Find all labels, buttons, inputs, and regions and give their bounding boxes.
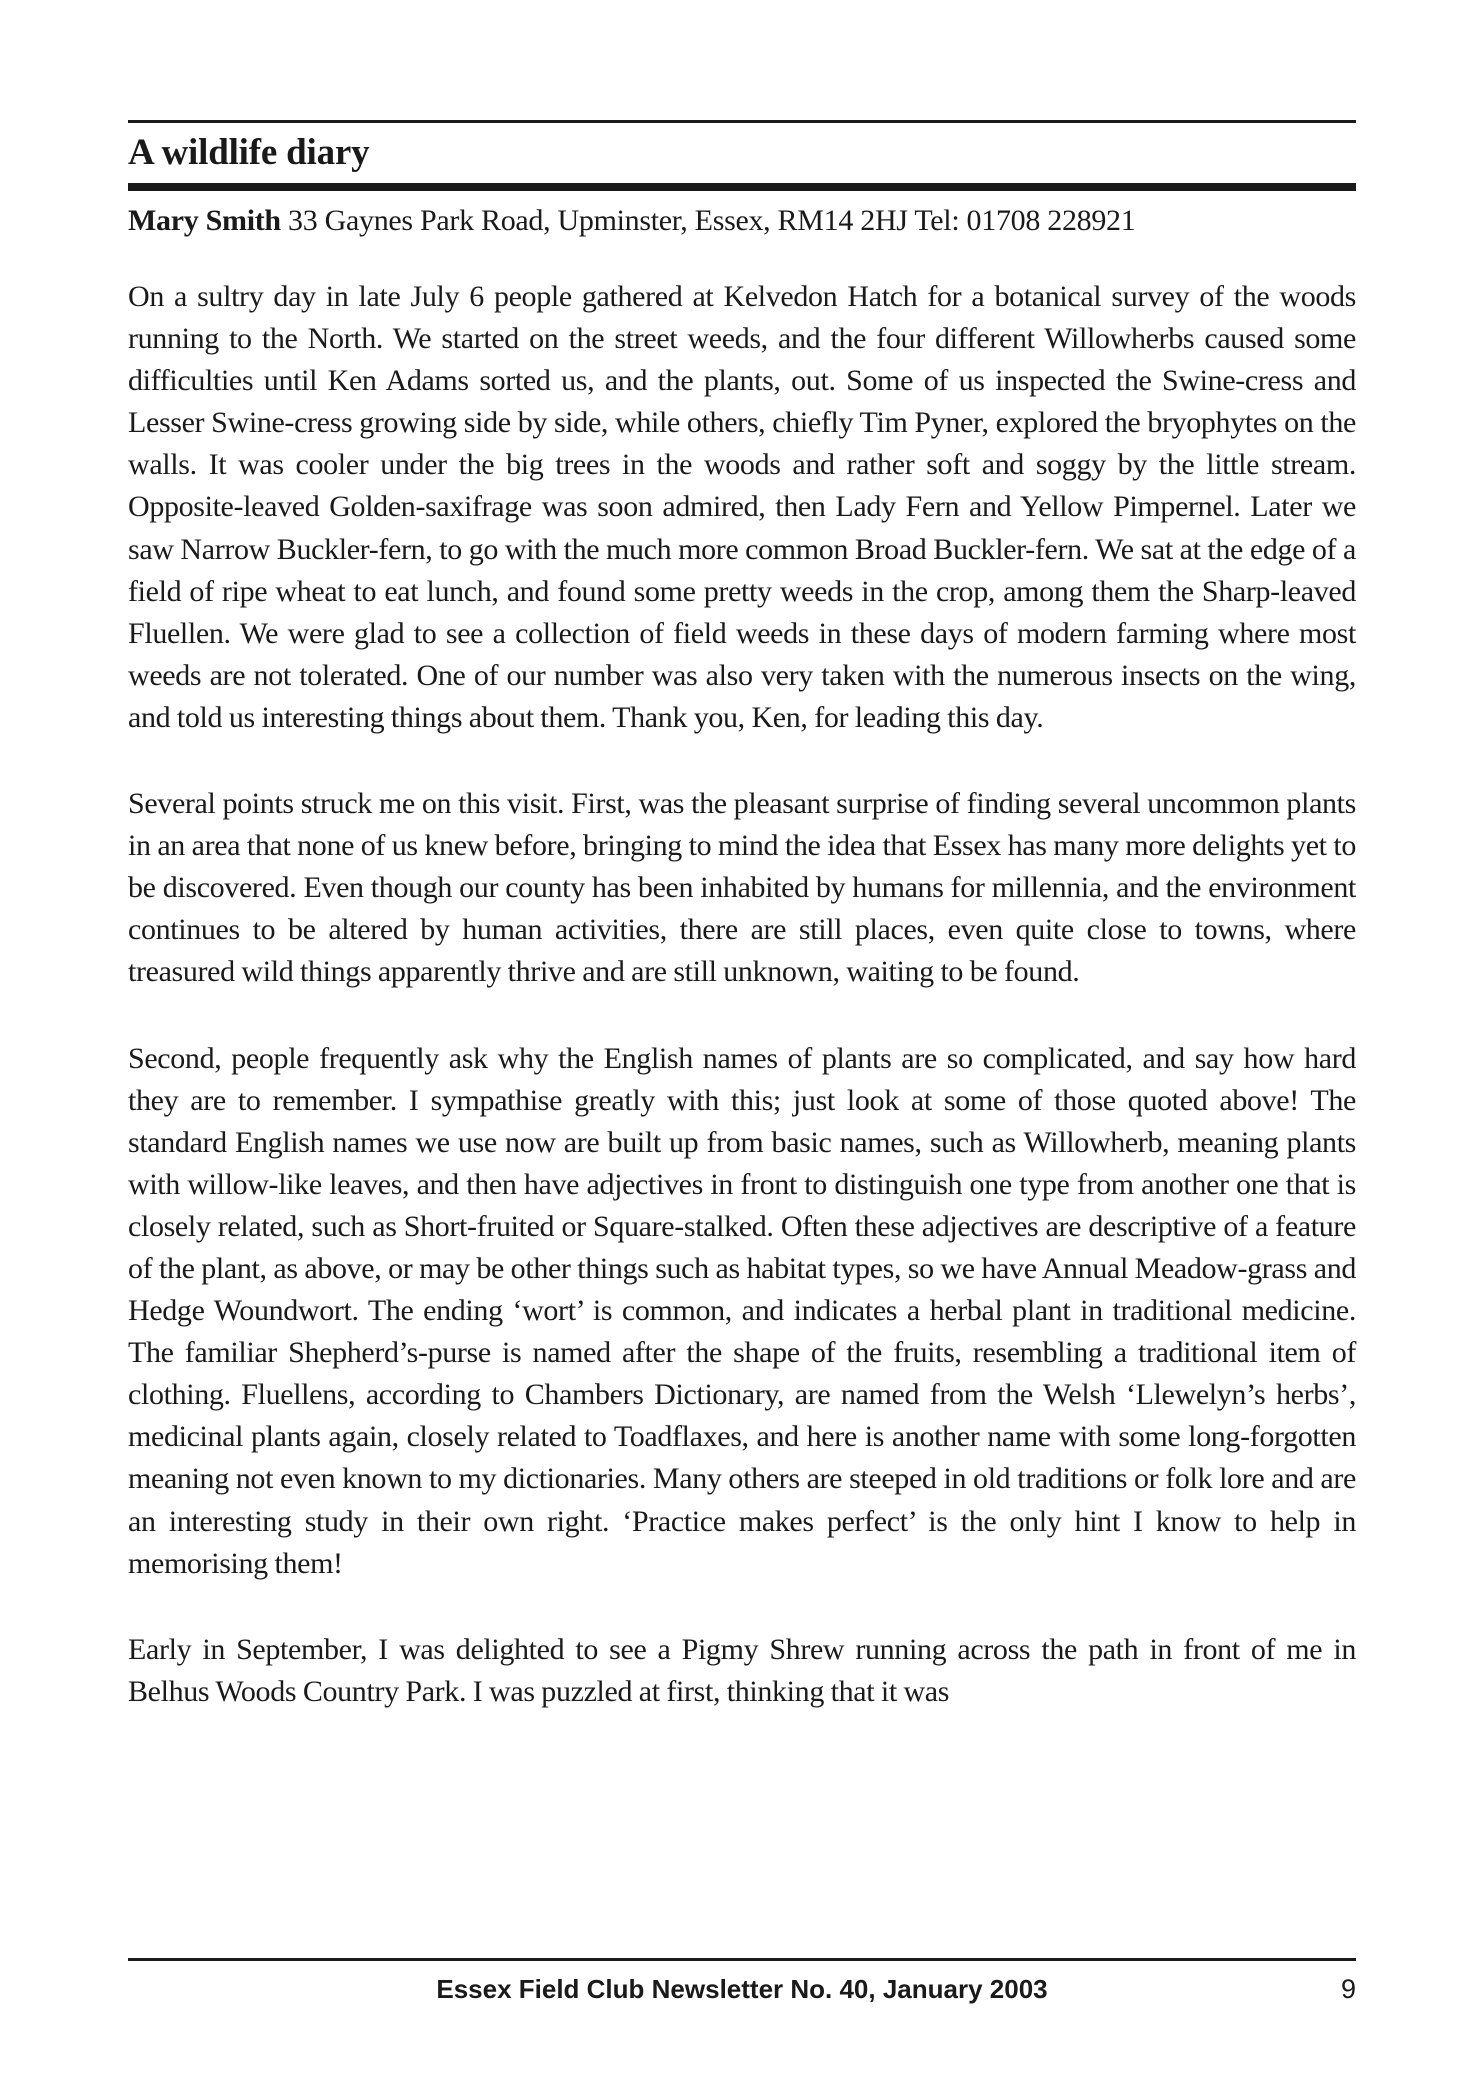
author-address: 33 Gaynes Park Road, Upminster, Essex, RM14 2HJ Tel: 01708 228921	[280, 204, 1136, 237]
paragraph-4: Early in September, I was delighted to see a Pigmy Shrew running across the path in front of me in Belhus Woods Country Park. I was puzzled at first, thinking that it was	[128, 1632, 1356, 1708]
article	[128, 120, 1356, 1713]
page-footer	[128, 1958, 1356, 2011]
byline	[128, 203, 1356, 239]
header-rule-top	[128, 120, 1356, 123]
footer-row	[128, 1971, 1356, 2011]
paragraph-1: On a sultry day in late July 6 people gathered at Kelvedon Hatch for a botanical survey of the woods running to the North. We started on the street weeds, and the four different Willowherbs caused some difficulties until Ken Adams sorted us, and the plants, out. Some of us inspected the Swine-cress and Lesser Swine-cress growing side by side, while others, chiefly Tim Pyner, explored the bryophytes on the walls. It was cooler under the big trees in the woods and rather soft and soggy by the little stream. Opposite-leaved Golden-saxifrage was soon admired, then Lady Fern and Yellow Pimpernel. Later we saw Narrow Buckler-fern, to go with the much more common Broad Buckler-fern. We sat at the edge of a field of ripe wheat to eat lunch, and found some pretty weeds in the crop, among them the Sharp-leaved Fluellen. We were glad to see a collection of field weeds in these days of modern farming where most weeds are not tolerated. One of our number was also very taken with the numerous insects on the wing, and told us interesting things about them. Thank you, Ken, for leading this day.	[128, 280, 1356, 734]
article-body	[128, 276, 1356, 1713]
paragraph-2: Several points struck me on this visit. First, was the pleasant surprise of finding several uncommon plants in an area that none of us knew before, bringing to mind the idea that Essex has many more delights yet to be discovered. Even though our county has been inhabited by humans for millennia, and the environment continues to be altered by human activities, there are still places, even quite close to towns, where treasured wild things apparently thrive and are still unknown, waiting to be found.	[128, 787, 1356, 989]
page-number: 9	[1340, 1974, 1356, 2004]
header-rule-bottom	[128, 183, 1356, 191]
author-name: Mary Smith	[128, 204, 281, 237]
article-title: A wildlife diary	[128, 132, 370, 173]
footer-rule	[128, 1958, 1356, 1961]
paragraph-3: Second, people frequently ask why the English names of plants are so complicated, and say how hard they are to remember. I sympathise greatly with this; just look at some of those quoted above! The standard English names we use now are built up from basic names, such as Willowherb, meaning plants with willow-like leaves, and then have adjectives in front to distinguish one type from another one that is closely related, such as Short-fruited or Square-stalked. Often these adjectives are descriptive of a feature of the plant, as above, or may be other things such as habitat types, so we have Annual Meadow-grass and Hedge Woundwort. The ending ‘wort’ is common, and indicates a herbal plant in traditional medicine. The familiar Shepherd’s-purse is named after the shape of the fruits, resembling a traditional item of clothing. Fluellens, according to Chambers Dictionary, are named from the Welsh ‘Llewelyn’s herbs’, medicinal plants again, closely related to Toadflaxes, and here is another name with some long-forgotten meaning not even known to my dictionaries. Many others are steeped in old traditions or folk lore and are an interesting study in their own right. ‘Practice makes perfect’ is the only hint I know to help in memorising them!	[128, 1041, 1356, 1580]
publication-title: Essex Field Club Newsletter No. 40, January 2003	[436, 1974, 1048, 2004]
